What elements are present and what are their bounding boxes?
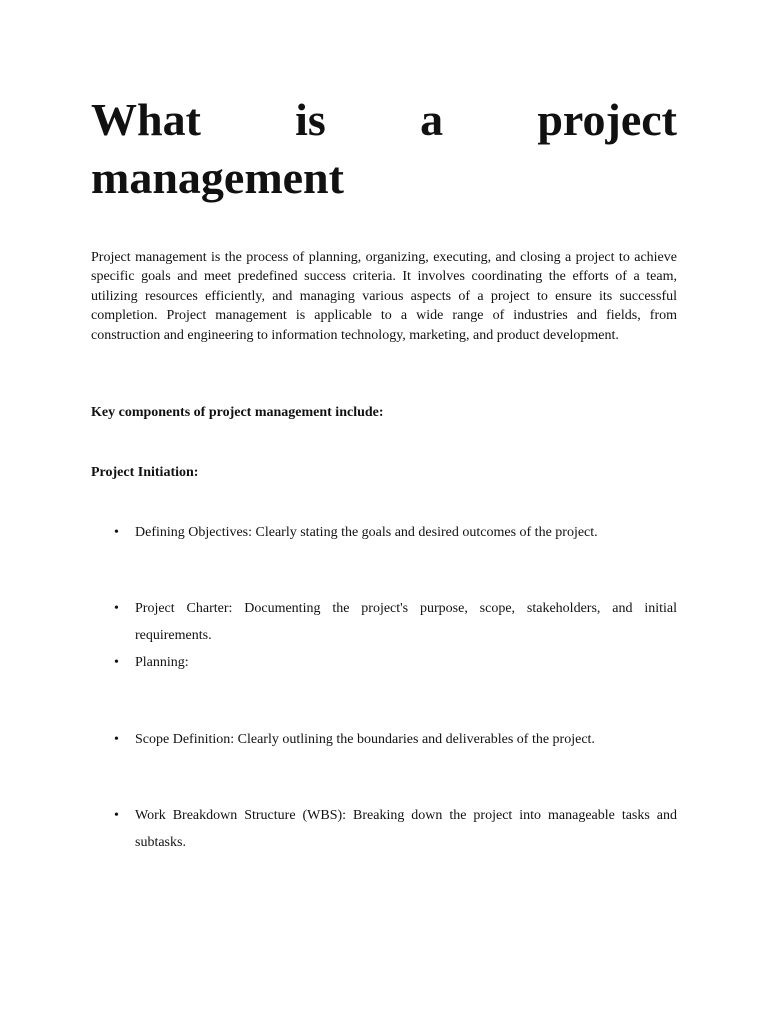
list-item [114,595,677,649]
title-line-2: management [91,152,344,203]
bullet-icon: • [114,601,119,616]
title-word: a [420,94,444,145]
bullet-icon: • [114,655,119,670]
list-item [114,726,677,753]
bullet-icon: • [114,732,119,747]
title-line-1 [91,91,677,149]
list-item [114,519,677,546]
title-word: project [537,94,677,145]
project-initiation-heading: Project Initiation: [91,465,199,480]
bullet-icon: • [114,525,119,540]
list-item [114,649,677,676]
key-components-heading: Key components of project management include: [91,405,384,420]
title-word: is [295,94,326,145]
list-item [114,802,677,856]
title-word: What [91,94,201,145]
list-item-text: Project Charter: Documenting the project's purpose, scope, stakeholders, and initial requirements. [135,601,677,643]
list-item-text: Work Breakdown Structure (WBS): Breaking down the project into manageable tasks and subtasks. [135,808,677,850]
page-title [91,91,677,207]
list-item-text: Planning: [135,655,189,670]
list-item-text: Scope Definition: Clearly outlining the boundaries and deliverables of the project. [135,732,595,747]
bullet-icon: • [114,808,119,823]
list-item-text: Defining Objectives: Clearly stating the goals and desired outcomes of the project. [135,525,598,540]
intro-paragraph: Project management is the process of planning, organizing, executing, and closing a project to achieve specific goals and meet predefined success criteria. It involves coordinating the efforts of a team, utilizing resources efficiently, and managing various aspects of a project to ensure its successful completion. Project management is applicable to a wide range of industries and fields, from construction and engineering to information technology, marketing, and product development. [91,250,677,343]
